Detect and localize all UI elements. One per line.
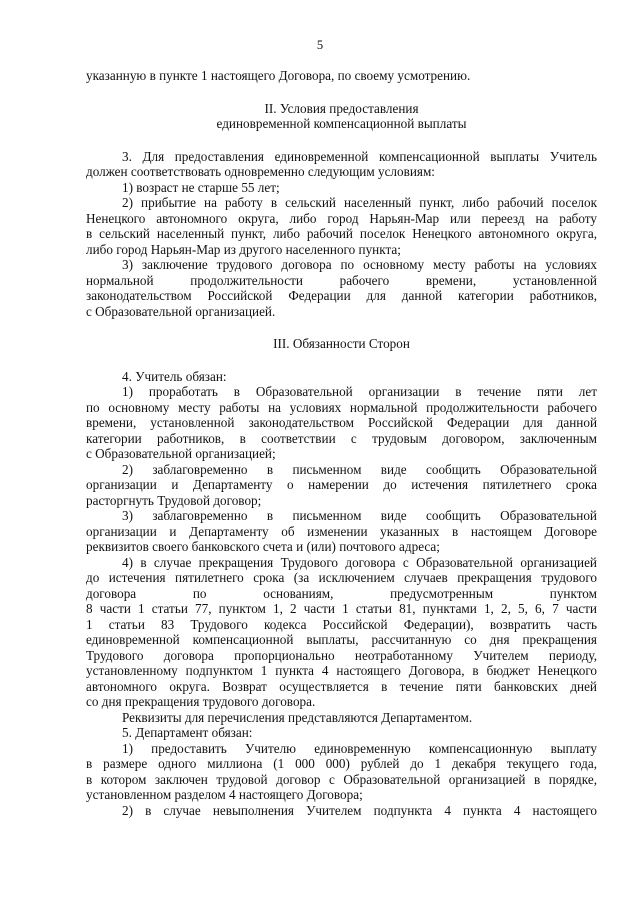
text-line: 1) возраст не старше 55 лет; — [122, 179, 280, 195]
text-line: Реквизиты для перечисления представляются Департаментом. — [122, 709, 473, 725]
text-line: Ненецкого автономного округа, либо город Нарьян-Мар или переезд на работу — [86, 210, 597, 226]
text-line: с Образовательной организацией; — [86, 446, 276, 461]
text-line: расторгнуть Трудовой договор; — [86, 492, 262, 508]
text-line: времени, установленной законодательством Российской Федерации для данной — [86, 415, 597, 430]
text-line: реквизитов своего банковского счета и (или) почтового адреса; — [86, 539, 440, 554]
text-line: либо город Нарьян-Мар из другого населенного пункта; — [86, 241, 401, 257]
text-line: единовременной компенсационной выплаты, рассчитанную со дня прекращения — [86, 632, 597, 647]
section-heading-2-line-1: II. Условия предоставления — [264, 100, 419, 116]
text-line: 1) проработать в Образовательной организации в течение пяти лет — [122, 384, 597, 399]
text-line: указанную в пункте 1 настоящего Договора, по своему усмотрению. — [86, 68, 471, 83]
text-line: автономного округа. Возврат осуществляется в течение пяти банковских дней — [86, 678, 597, 694]
text-line: до истечения пятилетнего срока (за исключением случаев прекращения трудового — [86, 570, 597, 585]
text-line: законодательством Российской Федерации для данной категории работников, — [86, 288, 597, 303]
section-heading-2-line-2: единовременной компенсационной выплаты — [216, 116, 467, 131]
text-line: 5. Департамент обязан: — [122, 725, 253, 740]
text-line: организации и Департаменту об изменении указанных в настоящем Договоре — [86, 523, 597, 539]
text-line: со дня прекращения трудового договора. — [86, 694, 316, 709]
text-line: 2) заблаговременно в письменном виде сообщить Образовательной — [122, 461, 597, 477]
text-line: установленном разделом 4 настоящего Договора; — [86, 787, 363, 802]
text-line: 1 статьи 83 Трудового кодекса Российской Федерации), возвратить часть — [86, 616, 597, 632]
text-line: 3) заключение трудового договора по основному месту работы на условиях — [122, 257, 597, 272]
document-body — [86, 68, 597, 818]
text-line: в котором заключен трудовой договор с Образовательной организацией в порядке, — [86, 771, 597, 787]
text-line: 2) в случае невыполнения Учителем подпункта 4 пункта 4 настоящего — [122, 802, 597, 818]
text-line: в сельский населенный пункт, либо рабочий поселок Ненецкого автономного округа, — [86, 226, 597, 241]
text-line: договора по основаниям, предусмотренным пунктом — [86, 585, 597, 601]
text-line: 3) заблаговременно в письменном виде сообщить Образовательной — [122, 508, 597, 523]
text-line: нормальной продолжительности рабочего времени, установленной — [86, 272, 597, 288]
text-line: должен соответствовать одновременно следующим условиям: — [86, 164, 435, 179]
text-line: 8 части 1 статьи 77, пунктом 1, 2 части 1 статьи 81, пунктами 1, 2, 5, 6, 7 части — [86, 601, 597, 616]
text-line: Трудового договора пропорционально неотработанному Учителем периоду, — [86, 647, 597, 663]
text-line: организации и Департаменту о намерении до истечения пятилетнего срока — [86, 477, 597, 492]
section-heading-3: III. Обязанности Сторон — [273, 336, 410, 351]
text-line: установленному подпунктом 1 пункта 4 настоящего Договора, в бюджет Ненецкого — [86, 663, 597, 678]
text-line: в размере одного миллиона (1 000 000) рублей до 1 декабря текущего года, — [86, 756, 597, 771]
text-line: 4. Учитель обязан: — [122, 368, 227, 384]
text-line: категории работников, в соответствии с трудовым договором, заключенным — [86, 430, 597, 446]
text-line: 4) в случае прекращения Трудового договора с Образовательной организацией — [122, 554, 597, 570]
text-line: с Образовательной организацией. — [86, 303, 276, 319]
text-line: 2) прибытие на работу в сельский населенный пункт, либо рабочий поселок — [122, 195, 597, 210]
text-line: по основному месту работы на условиях нормальной продолжительности рабочего — [86, 399, 597, 415]
page-number: 5 — [316, 38, 324, 52]
text-line: 3. Для предоставления единовременной компенсационной выплаты Учитель — [122, 148, 597, 164]
text-line: 1) предоставить Учителю единовременную компенсационную выплату — [122, 740, 597, 756]
